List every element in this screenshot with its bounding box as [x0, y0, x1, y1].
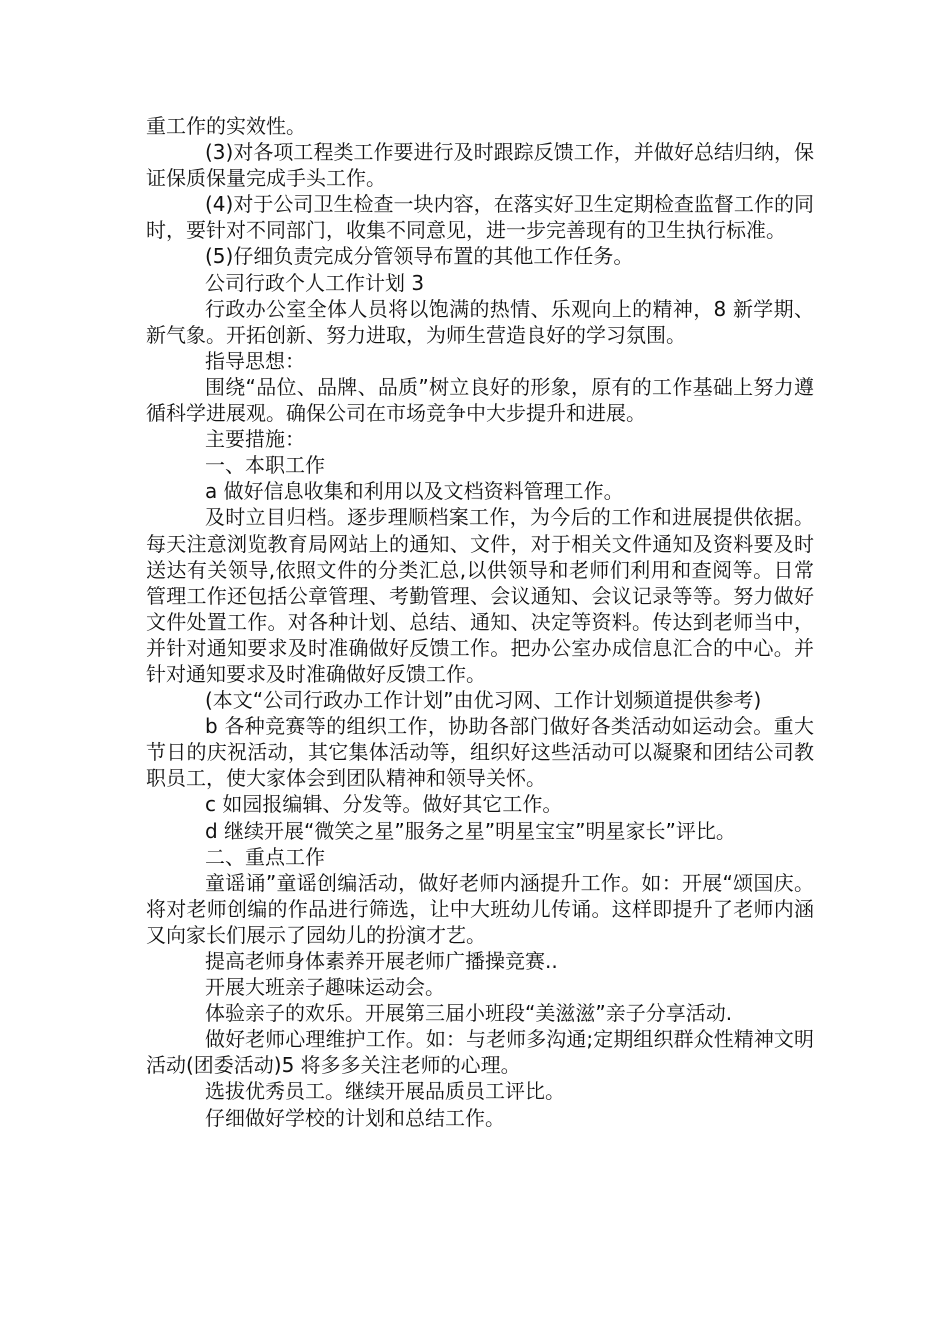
paragraph: c 如园报编辑、分发等。做好其它工作。 — [205, 792, 563, 817]
paragraph: 行政办公室全体人员将以饱满的热情、乐观向上的精神，8 新学期、新气象。开拓创新、努力进取，为师生营造良好的学习氛围。 — [146, 296, 814, 347]
paragraph: 重工作的实效性。 — [146, 114, 306, 138]
paragraph: 选拔优秀员工。继续开展品质员工评比。 — [205, 1079, 565, 1104]
paragraph: 开展大班亲子趣味运动会。 — [205, 975, 445, 1000]
paragraph: d 继续开展“微笑之星”服务之星”明星宝宝”明星家长”评比。 — [205, 818, 736, 843]
document-body — [146, 113, 814, 1131]
paragraph: 体验亲子的欢乐。开展第三届小班段“美滋滋”亲子分享活动. — [205, 1001, 733, 1026]
section-heading: 一、本职工作 — [205, 453, 325, 478]
section-heading: 二、重点工作 — [205, 844, 325, 869]
section-heading: 主要措施： — [205, 427, 305, 452]
paragraph: (5)仔细负责完成分管领导布置的其他工作任务。 — [205, 244, 634, 269]
paragraph: (3)对各项工程类工作要进行及时跟踪反馈工作，并做好总结归纳，保证保质保量完成手头工作。 — [146, 140, 814, 191]
paragraph: b 各种竞赛等的组织工作，协助各部门做好各类活动如运动会。重大节日的庆祝活动，其它集体活动等，组织好这些活动可以凝聚和团结公司教职员工，使大家体会到团队精神和领导关怀。 — [146, 714, 814, 791]
paragraph: 童谣诵”童谣创编活动，做好老师内涵提升工作。如：开展“颂国庆。将对老师创编的作品进行筛选，让中大班幼儿传诵。这样即提升了老师内涵又向家长们展示了园幼儿的扮演才艺。 — [146, 870, 814, 947]
section-heading: 指导思想： — [205, 348, 305, 373]
paragraph: (4)对于公司卫生检查一块内容，在落实好卫生定期检查监督工作的同时，要针对不同部门，收集不同意见，进一步完善现有的卫生执行标准。 — [146, 192, 814, 243]
paragraph: 提高老师身体素养开展老师广播操竞赛.. — [205, 949, 558, 973]
section-heading: 公司行政个人工作计划 3 — [205, 270, 425, 295]
paragraph: 及时立目归档。逐步理顺档案工作，为今后的工作和进展提供依据。每天注意浏览教育局网站上的通知、文件，对于相关文件通知及资料要及时送达有关领导,依照文件的分类汇总,以供领导和老师们利用和查阅等。日常管理工作还包括公章管理、考勤管理、会议通知、会议记录等等。努力做好文件处置工作。对各种计划、总结、通知、决定等资料。传达到老师当中，并针对通知要求及时准确做好反馈工作。把办公室办成信息汇合的中心。并针对通知要求及时准确做好反馈工作。 — [146, 505, 814, 686]
paragraph: 仔细做好学校的计划和总结工作。 — [205, 1105, 505, 1130]
paragraph: (本文“公司行政办工作计划”由优习网、工作计划频道提供参考) — [205, 688, 762, 713]
paragraph: 围绕“品位、品牌、品质”树立良好的形象，原有的工作基础上努力遵循科学进展观。确保公司在市场竞争中大步提升和进展。 — [146, 374, 814, 426]
paragraph: a 做好信息收集和利用以及文档资料管理工作。 — [205, 479, 624, 504]
paragraph: 做好老师心理维护工作。如：与老师多沟通;定期组织群众性精神文明活动(团委活动)5 将多多关注老师的心理。 — [146, 1027, 814, 1078]
